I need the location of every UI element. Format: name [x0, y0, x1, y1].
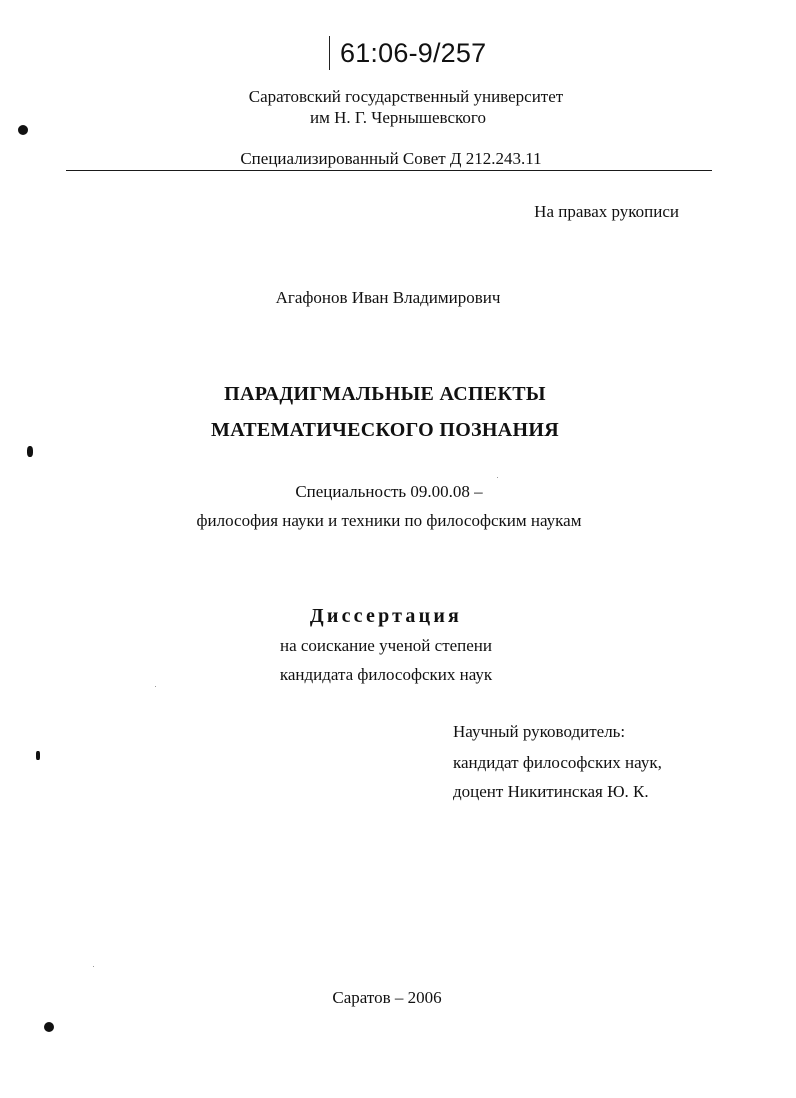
scan-speck	[93, 966, 94, 967]
document-type: Диссертация	[309, 605, 463, 627]
degree-line-1: на соискание ученой степени	[279, 636, 493, 655]
title-line-2: МАТЕМАТИЧЕСКОГО ПОЗНАНИЯ	[211, 419, 559, 441]
header-divider	[66, 170, 712, 171]
supervisor-name: доцент Никитинская Ю. К.	[453, 782, 649, 801]
university-name: Саратовский государственный университет	[248, 87, 564, 106]
title-line-1: ПАРАДИГМАЛЬНЫЕ АСПЕКТЫ	[224, 383, 546, 405]
author-name: Агафонов Иван Владимирович	[275, 288, 501, 307]
scan-speck	[497, 477, 498, 478]
punch-hole-mark	[27, 446, 33, 457]
punch-hole-mark	[44, 1022, 54, 1032]
supervisor-label: Научный руководитель:	[453, 722, 626, 741]
specialty-code: Специальность 09.00.08 –	[295, 482, 483, 501]
dissertation-council: Специализированный Совет Д 212.243.11	[240, 149, 542, 168]
scan-speck	[155, 686, 156, 687]
degree-line-2: кандидата философских наук	[279, 665, 493, 684]
registry-number: 61:06-9/257	[329, 36, 486, 70]
punch-hole-mark	[36, 751, 40, 760]
specialty-name: философия науки и техники по философским наукам	[196, 511, 582, 530]
university-named-after: им Н. Г. Чернышевского	[310, 108, 486, 127]
rights-note: На правах рукописи	[534, 202, 679, 221]
punch-hole-mark	[18, 125, 28, 135]
supervisor-title: кандидат философских наук,	[453, 753, 662, 772]
city-year: Саратов – 2006	[332, 988, 442, 1007]
